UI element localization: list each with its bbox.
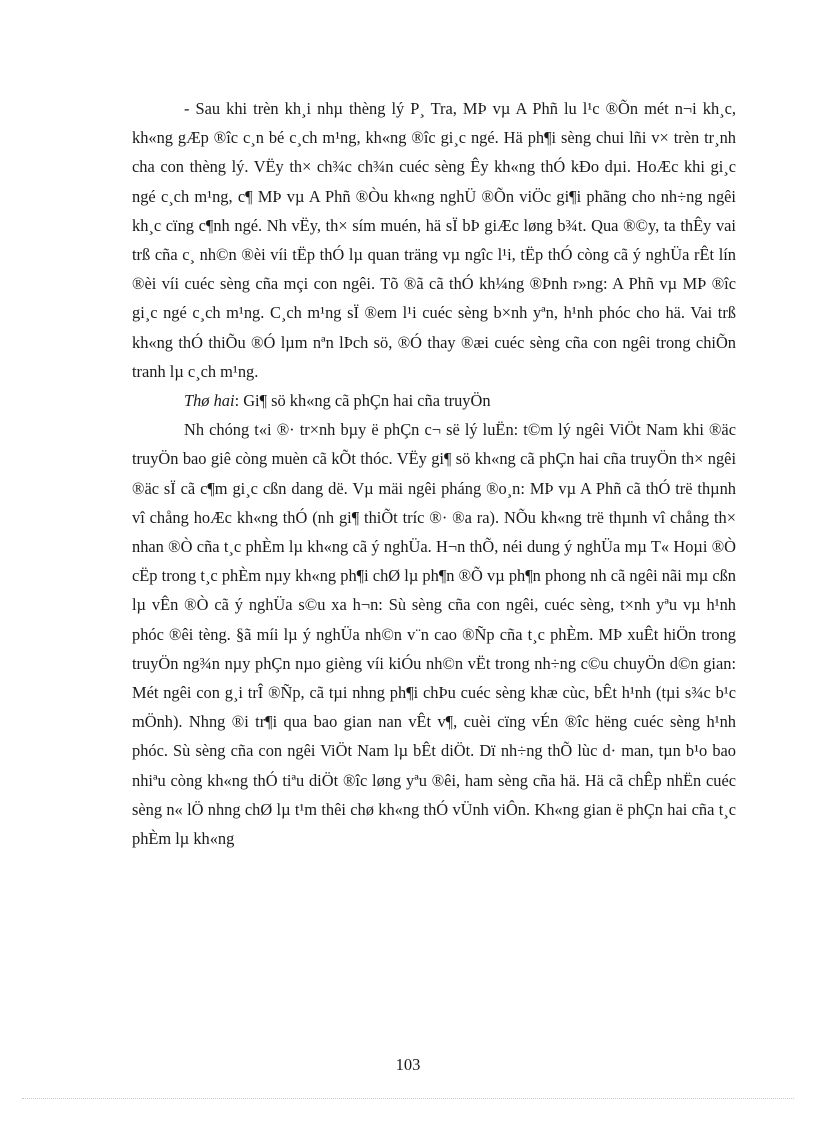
section-heading-text: : Gi¶ sö kh«ng cã phÇn hai cña truyÖn — [234, 391, 491, 411]
section-heading-label: Thø hai — [184, 391, 235, 411]
paragraph-2: Nh chóng t«i ®· tr×nh bµy ë phÇn c¬ së lý luËn: t©m lý ngêi ViÖt Nam khi ®äc truyÖn bao giê còng muèn cã kÕt thóc. VËy gi¶ sö kh«ng cã phÇn hai cña truyÖn th× ngêi ®äc sÏ cã c¶m gi¸c cßn dang dë. Vµ mäi ngêi pháng ®o¸n: MÞ vµ A Phñ cã thÓ trë thµnh vî chång hoÆc kh«ng thÓ (nh gi¶ thiÕt tríc ®· ®a ra). NÕu kh«ng trë thµnh vî chång th× nhan ®Ò cña t¸c phÈm lµ kh«ng cã ý nghÜa. H¬n thÕ, néi dung ý nghÜa mµ T« Hoµi ®Ò cËp trong t¸c phÈm nµy kh«ng ph¶i chØ lµ ph¶n ®Õ vµ ph¶n phong nh cã ngêi nãi mµ cßn lµ vÊn ®Ò cã ý nghÜa s©u xa h¬n: Sù sèng cña con ngêi, cuéc sèng, t×nh yªu vµ h¹nh phóc ®êi tèng. §ã míi lµ ý nghÜa nh©n v¨n cao ®Ñp cña t¸c phÈm. MÞ xuÊt hiÖn trong truyÖn ng¾n nµy phÇn nµo gièng víi kiÓu nh©n vËt trong nh÷ng c©u chuyÖn d©n gian: Mét ngêi con g¸i trÎ ®Ñp, cã tµi nhng ph¶i chÞu cuéc sèng khæ cùc, bÊt h¹nh (tµi s¾c b¹c mÖnh). Nhng ®i tr¶i qua bao gian nan vÊt v¶, cuèi cïng vÉn ®îc hëng cuéc sèng h¹nh phóc. Sù sèng cña con ngêi ViÖt Nam lµ bÊt diÖt. Dï nh÷ng thÕ lùc d· man, tµn b¹o bao nhiªu còng kh«ng thÓ tiªu diÖt ®îc løng yªu ®êi, ham sèng cña hä. Hä cã chÊp nhËn cuéc sèng n« lÖ nhng chØ lµ t¹m thêi chø kh«ng thÓ vÜnh viÔn. Kh«ng gian ë phÇn hai cña t¸c phÈm lµ kh«ng — [132, 420, 736, 849]
section-heading — [132, 386, 736, 415]
bottom-dotted-rule — [22, 1098, 794, 1099]
paragraph-1: - Sau khi trèn kh¸i nhµ thèng lý P¸ Tra, MÞ vµ A Phñ lu l¹c ®Õn mét n¬i kh¸c, kh«ng gÆp ®îc c¸n bé c¸ch m¹ng, kh«ng ®îc gi¸c ngé. Hä ph¶i sèng chui lñi v× trèn tr¸nh cha con thèng lý. VËy th× ch¾c ch¾n cuéc sèng Êy kh«ng thÓ kÐo dµi. HoÆc khi gi¸c ngé c¸ch m¹ng, c¶ MÞ vµ A Phñ ®Òu kh«ng nghÜ ®Õn viÖc gi¶i phãng cho nh÷ng ngêi kh¸c cïng c¶nh ngé. Nh vËy, th× sím muén, hä sÏ bÞ giÆc løng b¾t. Qua ®©y, ta thÊy vai trß cña c¸ nh©n ®èi víi tËp thÓ lµ quan träng vµ ngîc l¹i, tËp thÓ còng cã ý nghÜa rÊt lín ®èi víi cuéc sèng cña mçi con ngêi. Tõ ®ã cã thÓ kh¼ng ®Þnh r»ng: A Phñ vµ MÞ ®îc gi¸c ngé c¸ch m¹ng. C¸ch m¹ng sÏ ®em l¹i cuéc sèng b×nh yªn, h¹nh phóc cho hä. Vai trß kh«ng thÓ thiÕu ®Ó lµm nªn lÞch sö, ®Ó thay ®æi cuéc sèng cña con ngêi trong chiÕn tranh lµ c¸ch m¹ng. — [132, 99, 736, 381]
document-body — [132, 94, 736, 853]
page-number: 103 — [395, 1055, 421, 1074]
